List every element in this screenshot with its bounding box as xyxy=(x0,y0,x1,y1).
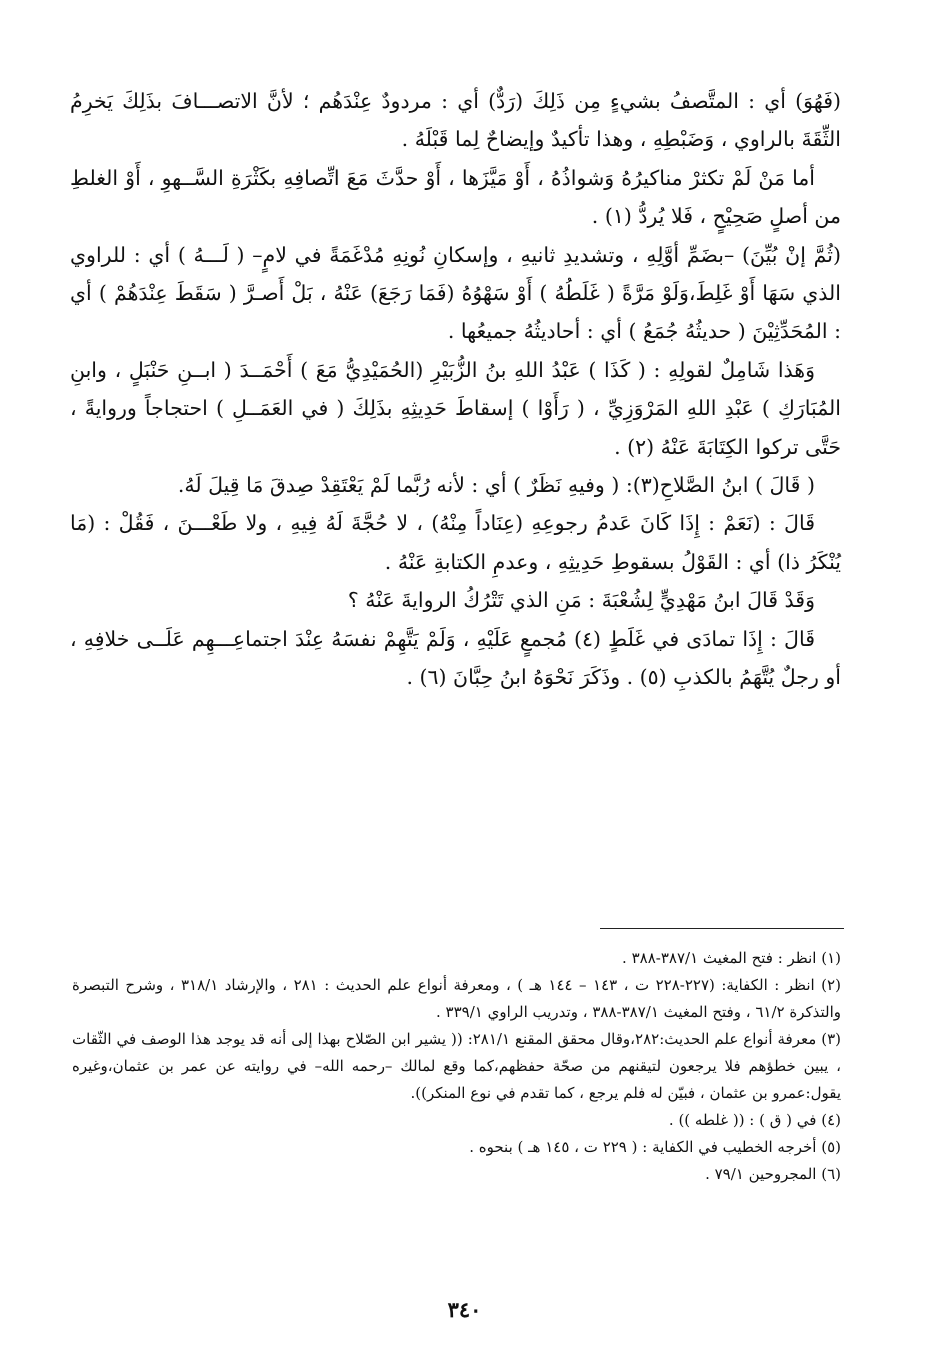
paragraph: (ثُمَّ إنْ بُيِّنَ) –بضَمِّ أوَّلِهِ ، وتشديدِ ثانيهِ ، وإسكانِ نُونِهِ مُدْغَمَةً في لامٍ– ( لَـــهُ ) أي : للراوي الذي سَهَا أَوْ غَلِطَ،وَلَوْ مَرَّةً ( غَلَطُهُ ) أَوْ سَهْوُهُ (فَمَا رَجَعَ) عَنْهُ ، بَلْ أَصـرَّ ( سَقَطَ عِنْدَهُمْ ) أي : المُحَدِّثِيْنَ ( حديثُهُ جُمَعُ ) أي : أحاديثُهُ جميعُها . xyxy=(70,242,841,344)
main-text xyxy=(70,82,841,697)
paragraph: أما مَنْ لَمْ تكثرْ مناكيرُهُ وَشواذُهُ ، أَوْ مَيَّزَها ، أَوْ حدَّثَ مَعَ اتِّصافِهِ بكَثْرَةِ السَّــهوِ ، أَوْ الغلطِ من أصلٍ صَحِيْحٍ ، فَلا يُردُّ (١) . xyxy=(70,165,841,229)
footnote: (٤) في ( ق ) : (( غلطه )) . xyxy=(668,1111,841,1129)
footnotes xyxy=(72,945,841,1188)
paragraph: وَهَذا شَامِلٌ لقولِهِ : ( كَذَا ) عَبْدُ اللهِ بنُ الزُّبَيْرِ (الحُمَيْدِيُّ مَعَ ) أَحْمَــدَ ( ابــنِ حَنْبَلٍ ، وابنِ المُبَارَكِ ) عَبْدِ اللهِ المَرْوَزِيِّ ، ( رَأَوْا ) إسقاطَ حَدِيثِهِ بذَلِكَ ( في العَمَــلِ ) احتجاجاً وروايةً ، حَتَّى تركوا الكِتَابَةَ عَنْهُ (٢) . xyxy=(70,357,841,459)
footnote-separator xyxy=(600,928,844,929)
footnote: (٣) معرفة أنواع علم الحديث:٢٨٢،وقال محقق المقنع ٢٨١/١: (( يشير ابن الصّلاح بهذا إلى أنه قد يوجد هذا الوصف في الثّقات ، يبين خطؤهم فلا يرجعون لتيقنهم من صحّة حفظهم،كما وقع لمالك –رحمه الله– في روايته عن عمر بن عثمان،وغيره يقول:عمرو بن عثمان ، فبيّن له فلم يرجع ، كما تقدم في نوع المنكر)). xyxy=(72,1030,841,1102)
footnote: (٦) المجروحين ٧٩/١ . xyxy=(705,1165,841,1183)
page-number: ٣٤٠ xyxy=(447,1297,482,1322)
paragraph: ( قَالَ ) ابنُ الصَّلاحِ(٣): ( وفيهِ نَظَرٌ ) أي : لأنه رُبَّما لَمْ يَعْتَقِدْ صِدقَ مَا قِيلَ لَهُ. xyxy=(177,473,815,498)
paragraph: قَالَ : (نَعَمْ : إِذَا كَانَ عَدمُ رجوعِهِ (عِنَاداً مِنْهُ) ، لا حُجَّةَ لَهُ فِيهِ ، ولا طَعْـــنَ ، فَقُلْ : (مَا يُنْكَرُ ذا) أي : القَوْلُ بسقوطِ حَدِيثِهِ ، وعدمِ الكتابةِ عَنْهُ . xyxy=(70,511,841,574)
paragraph: وَقَدْ قَالَ ابنُ مَهْدِيٍّ لِشُعْبَةَ : مَنِ الذي تَتْرُكُ الروايةَ عَنْهُ ؟ xyxy=(347,588,815,613)
paragraph: قَالَ : إِذَا تمادَى في غَلَطٍ (٤) مُجمعٍ عَلَيْهِ ، وَلَمْ يَتَّهِمْ نفسَهُ عِنْدَ اجتماعِـــهِم عَلَــى خلافِهِ ، أو رجلٌ يُتَّهَمُ بالكذبِ (٥) . وذَكَرَ نَحْوَهُ ابنُ حِبَّانَ (٦) . xyxy=(70,626,841,690)
footnote: (٢) انظر : الكفاية: (٢٢٧-٢٢٨ ت ، ١٤٣ – ١٤٤ هـ ) ، ومعرفة أنواع علم الحديث : ٢٨١ ، والإرشاد ٣١٨/١ ، وشرح التبصرة والتذكرة ٦١/٢ ، وفتح المغيث ٣٨٧/١-٣٨٨ ، وتدريب الراوي ٣٣٩/١ . xyxy=(72,976,841,1021)
footnote: (٥) أخرجه الخطيب في الكفاية : ( ٢٢٩ ت ، ١٤٥ هـ ) بنحوه . xyxy=(469,1138,841,1156)
paragraph: (فَهُوَ) أي : المتَّصفُ بشيءٍ مِن ذَلِكَ (رَدٌّ) أي : مردودٌ عِنْدَهُم ؛ لأنَّ الاتصـــافَ بذَلِكَ يَخرِمُ الثِّقَةَ بالراوي ، وَضَبْطِهِ ، وهذا تأكيدٌ وإيضاحٌ لِما قَبْلَهُ . xyxy=(70,89,841,152)
footnote: (١) انظر : فتح المغيث ٣٨٧/١-٣٨٨ . xyxy=(622,949,841,967)
